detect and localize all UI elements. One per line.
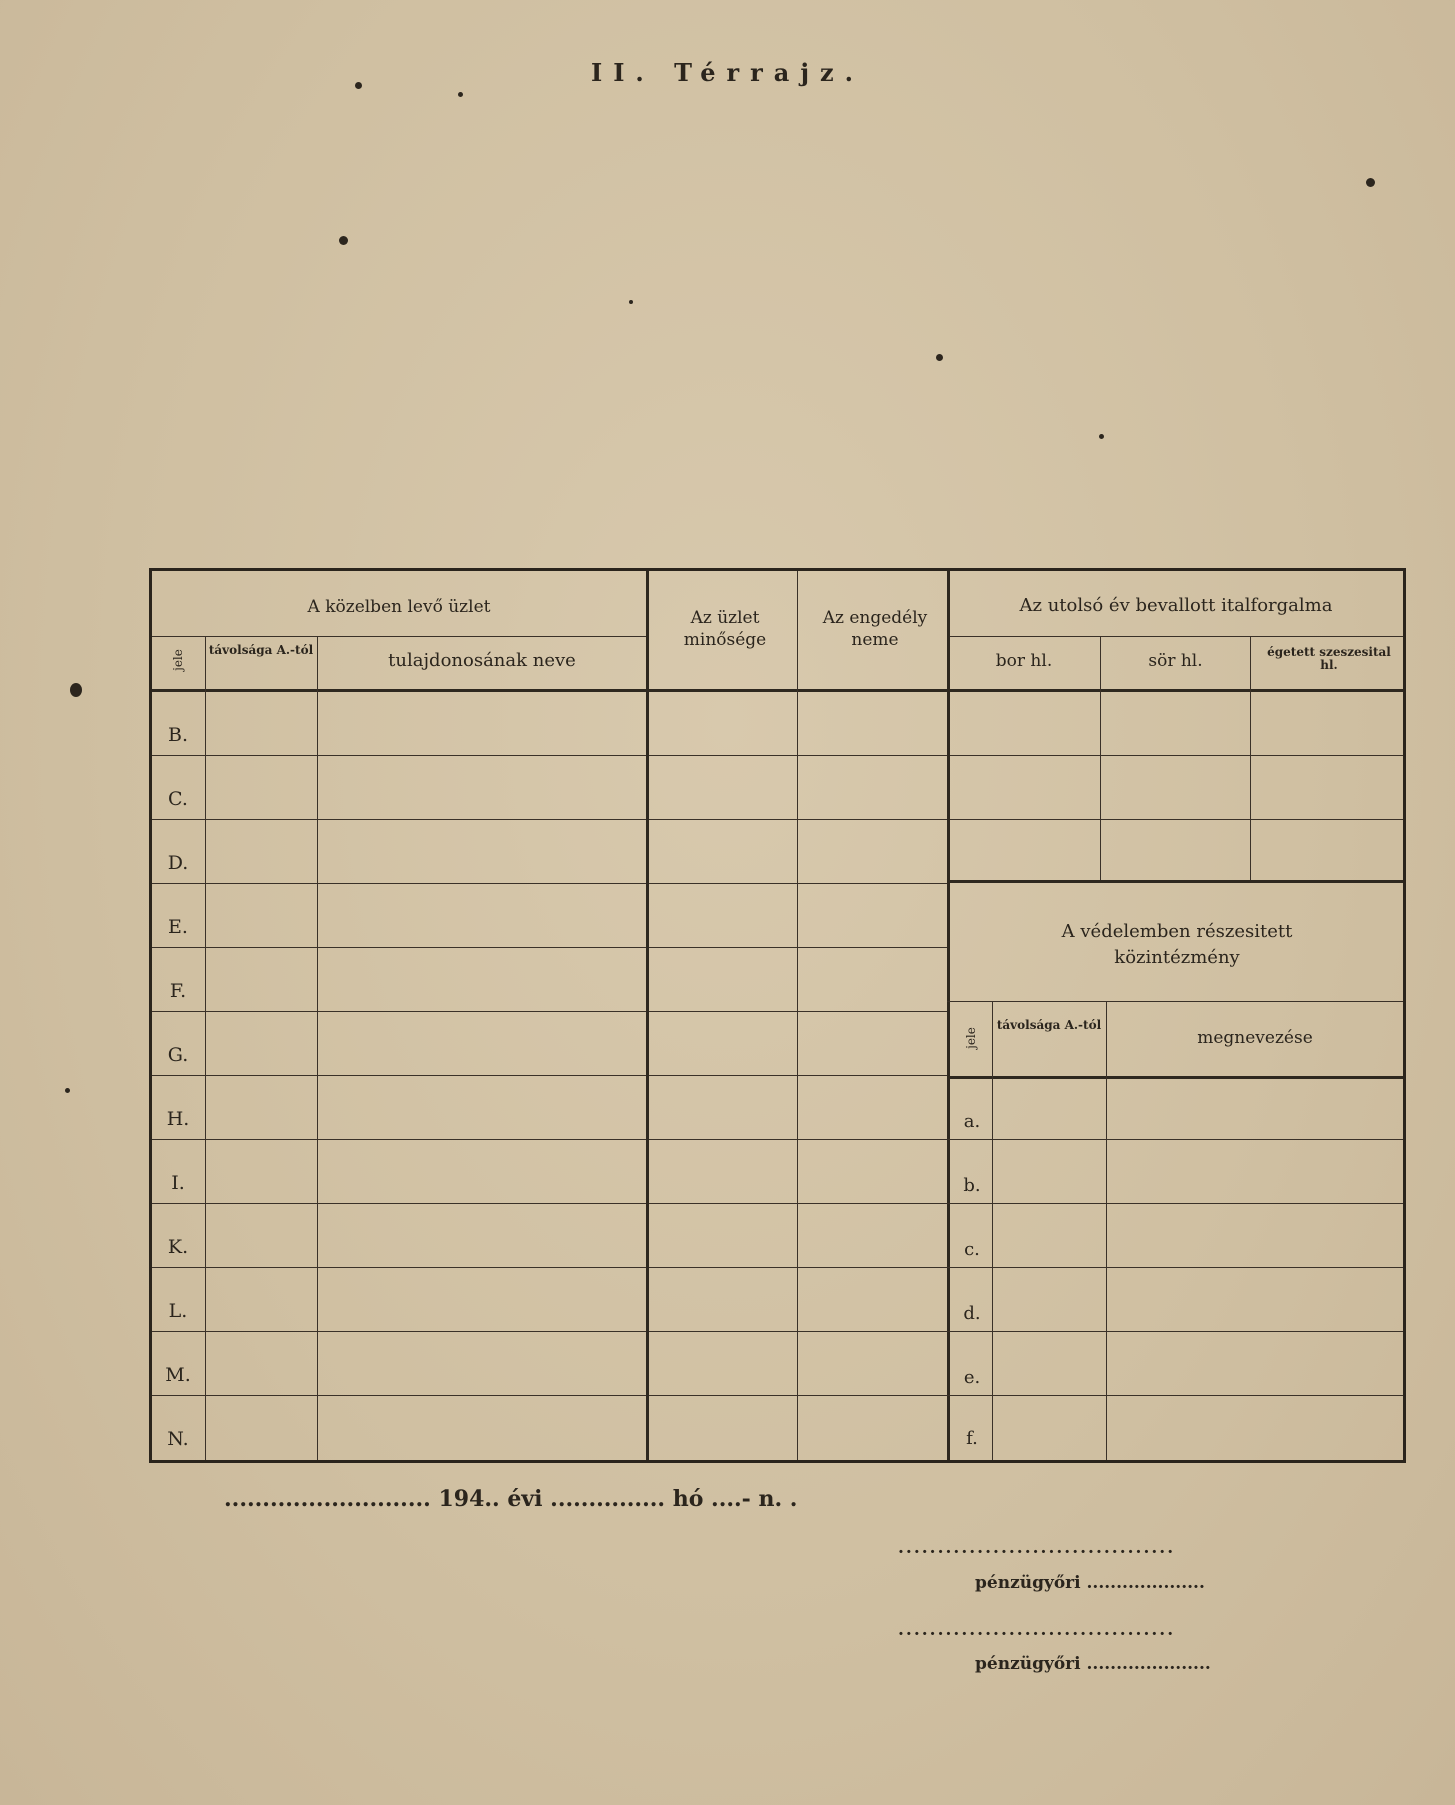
inner-row-label: d.	[963, 1303, 981, 1324]
inner-row-label: c.	[964, 1239, 980, 1260]
inner-col-tavolsaga-header: távolsága A.-tól	[996, 1018, 1102, 1032]
turnover-header: Az utolsó év bevallott italforgalma	[1019, 595, 1333, 616]
row-label: M.	[165, 1364, 191, 1386]
inner-row-label: a.	[963, 1111, 981, 1132]
col-bor-header: bor hl.	[995, 651, 1053, 671]
inner-col-megnevezes-header: megnevezése	[1197, 1028, 1313, 1048]
paper-speck	[458, 92, 463, 97]
row-label: C.	[168, 788, 188, 810]
paper-speck	[936, 354, 943, 361]
signature-label-2: pénzügyőri .....................	[975, 1654, 1211, 1674]
col-jele-header: jele	[171, 649, 185, 671]
main-table	[149, 568, 1406, 1463]
signature-label-1: pénzügyőri ....................	[975, 1573, 1205, 1593]
inner-row-label: b.	[963, 1175, 981, 1196]
inner-row-label: f.	[966, 1428, 978, 1449]
group-header-nearby-shop: A közelben levő üzlet	[307, 597, 491, 617]
row-label: I.	[171, 1172, 185, 1194]
inner-header: A védelemben részesitett közintézmény	[1061, 921, 1293, 968]
signature-dots-2: ...................................	[898, 1620, 1176, 1640]
col-sor-header: sör hl.	[1148, 651, 1203, 671]
row-label: D.	[167, 852, 189, 874]
col-tulajdonos-header: tulajdonosának neve	[388, 650, 576, 671]
paper-speck	[629, 300, 633, 304]
signature-dots-1: ...................................	[898, 1538, 1176, 1558]
date-line: ........................... 194.. évi ............... hó ....- n. .	[224, 1486, 798, 1512]
col-minoseg-header: Az üzlet minősége	[683, 608, 767, 650]
row-label: F.	[169, 980, 187, 1002]
inner-row-label: e.	[963, 1367, 981, 1388]
row-label: G.	[167, 1044, 189, 1066]
paper-speck	[339, 236, 348, 245]
col-engedely-header: Az engedély neme	[822, 608, 928, 650]
row-label: H.	[166, 1108, 190, 1130]
col-egetett-header: égetett szeszesital hl.	[1267, 645, 1391, 672]
col-tavolsaga-header: távolsága A.-tól	[208, 643, 314, 657]
row-label: L.	[168, 1300, 188, 1322]
row-label: K.	[167, 1236, 189, 1258]
paper-speck	[1366, 178, 1375, 187]
paper-speck	[65, 1088, 70, 1093]
paper-speck	[70, 683, 82, 697]
row-label: N.	[167, 1428, 189, 1450]
page-title: II. Térrajz.	[590, 58, 865, 87]
row-label: E.	[168, 916, 188, 938]
paper-speck	[1099, 434, 1104, 439]
row-label: B.	[167, 724, 188, 746]
paper-speck	[355, 82, 362, 89]
inner-col-jele-header: jele	[964, 1027, 978, 1049]
